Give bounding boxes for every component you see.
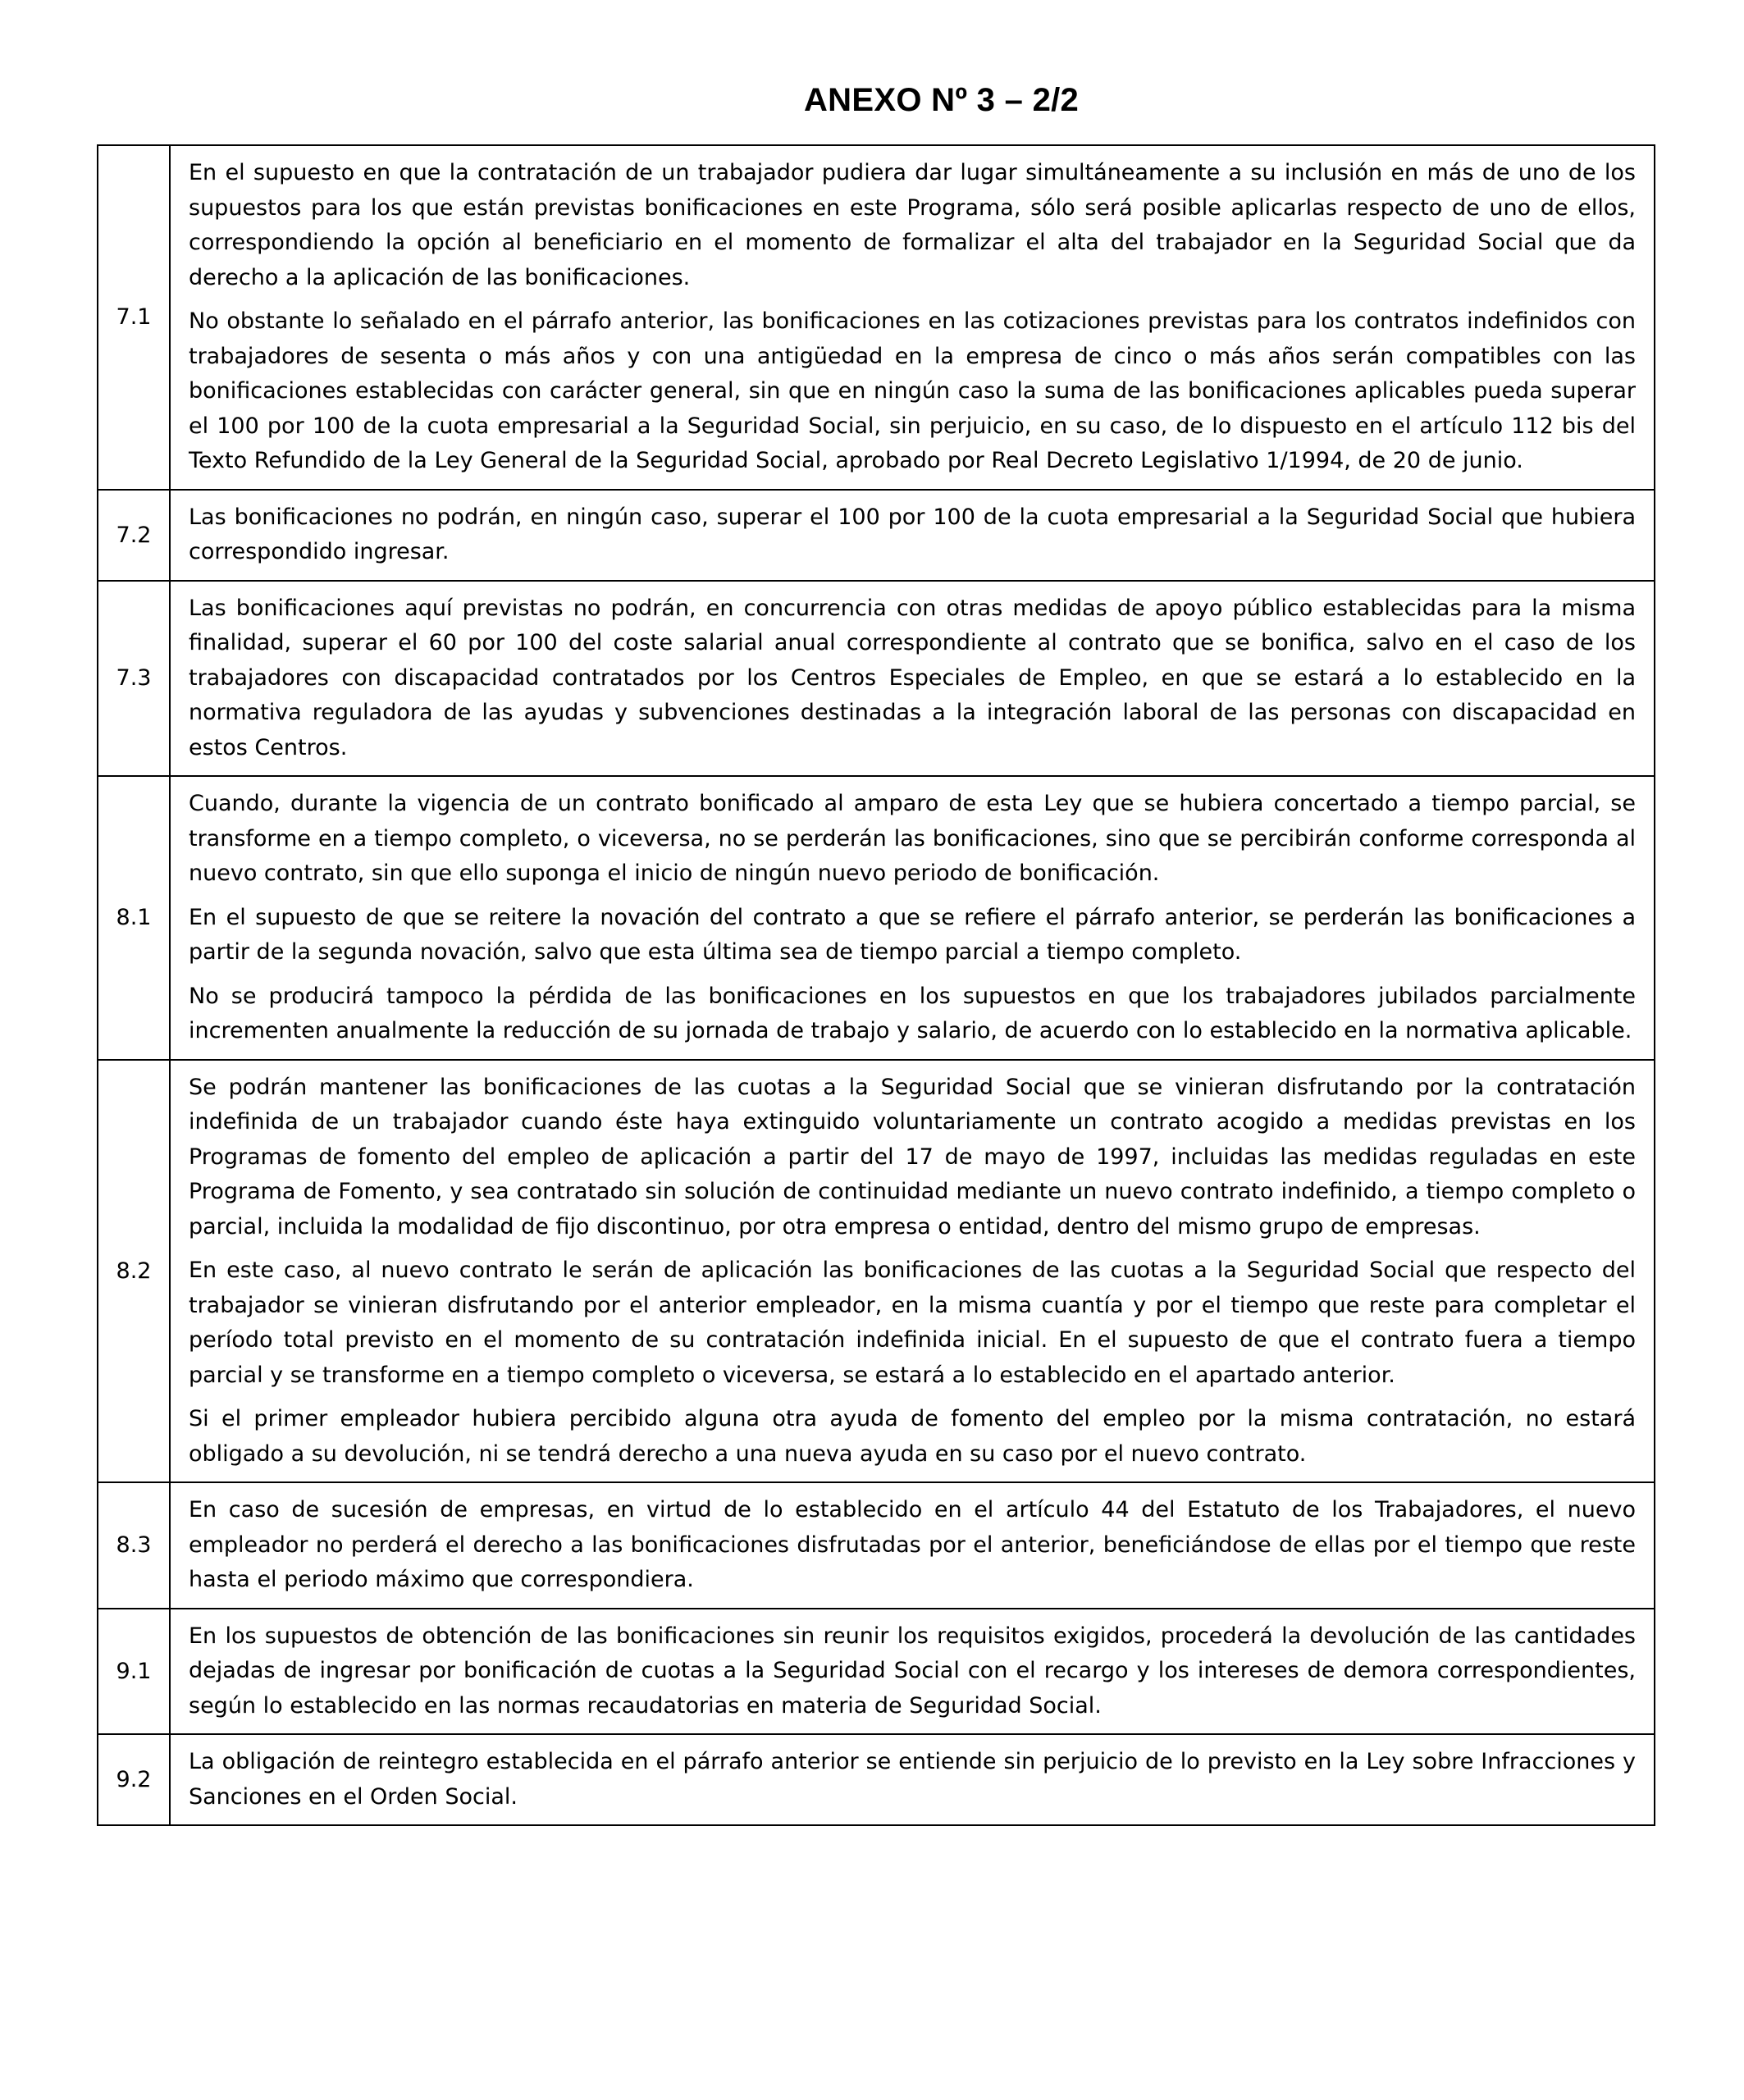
row-text [170, 1482, 1655, 1609]
paragraph: Si el primer empleador hubiera percibido alguna otra ayuda de fomento del empleo por la misma contratación, no estará obligado a su devolución, ni se tendrá derecho a una nueva ayuda en su caso por el nuevo contrato. [189, 1406, 1636, 1467]
paragraph: En este caso, al nuevo contrato le serán de aplicación las bonificaciones de las cuotas a la Seguridad Social que respecto del trabajador se vinieran disfrutando por el anterior empleador, en la misma cuantía y por el tiempo que reste para completar el período total previsto en el momento de su contratación indefinida inicial. En el supuesto de que el contrato fuera a tiempo parcial y se transforme en a tiempo completo o viceversa, se estará a lo establecido en el apartado anterior. [189, 1258, 1636, 1388]
row-text [170, 1609, 1655, 1735]
row-number: 7.3 [98, 581, 170, 777]
table-row [98, 1734, 1655, 1825]
row-text [170, 1060, 1655, 1483]
table-row [98, 581, 1655, 777]
paragraph: Se podrán mantener las bonificaciones de las cuotas a la Seguridad Social que se vinieran disfrutando por la contratación indefinida de un trabajador cuando éste haya extinguido voluntariamente un contrato acogido a medidas previstas en los Programas de fomento del empleo de aplicación a partir del 17 de mayo de 1997, incluidas las medidas reguladas en este Programa de Fomento, y sea contratado sin solución de continuidad mediante un nuevo contrato indefinido, a tiempo completo o parcial, incluida la modalidad de fijo discontinuo, por otra empresa o entidad, dentro del mismo grupo de empresas. [189, 1074, 1636, 1239]
row-number: 8.2 [98, 1060, 170, 1483]
table-row [98, 1060, 1655, 1483]
paragraph: Cuando, durante la vigencia de un contrato bonificado al amparo de esta Ley que se hubiera concertado a tiempo parcial, se transforme en a tiempo completo, o viceversa, no se perderán las bonificaciones, sino que se percibirán conforme corresponda al nuevo contrato, sin que ello suponga el inicio de ningún nuevo periodo de bonificación. [189, 791, 1636, 886]
row-text [170, 581, 1655, 777]
paragraph: Las bonificaciones aquí previstas no podrán, en concurrencia con otras medidas de apoyo público establecidas para la misma finalidad, superar el 60 por 100 del coste salarial anual correspondiente al contrato que se bonifica, salvo en el caso de los trabajadores con discapacidad contratados por los Centros Especiales de Empleo, en que se estará a lo establecido en la normativa reguladora de las ayudas y subvenciones destinadas a la integración laboral de las personas con discapacidad en estos Centros. [189, 595, 1636, 760]
row-text [170, 1734, 1655, 1825]
paragraph: La obligación de reintegro establecida en el párrafo anterior se entiende sin perjuicio de lo previsto en la Ley sobre Infracciones y Sanciones en el Orden Social. [189, 1749, 1636, 1810]
paragraph: En caso de sucesión de empresas, en virtud de lo establecido en el artículo 44 del Estatuto de los Trabajadores, el nuevo empleador no perderá el derecho a las bonificaciones disfrutadas por el anterior, beneficiándose de ellas por el tiempo que reste hasta el periodo máximo que correspondiera. [189, 1497, 1636, 1592]
row-number: 8.3 [98, 1482, 170, 1609]
row-number: 9.2 [98, 1734, 170, 1825]
paragraph: No se producirá tampoco la pérdida de las bonificaciones en los supuestos en que los trabajadores jubilados parcialmente incrementen anualmente la reducción de su jornada de trabajo y salario, de acuerdo con lo establecido en la normativa aplicable. [189, 983, 1636, 1043]
row-number: 7.2 [98, 490, 170, 581]
row-text [170, 490, 1655, 581]
paragraph: En el supuesto de que se reitere la novación del contrato a que se refiere el párrafo anterior, se perderán las bonificaciones a partir de la segunda novación, salvo que esta última sea de tiempo parcial a tiempo completo. [189, 904, 1636, 965]
paragraph: Las bonificaciones no podrán, en ningún caso, superar el 100 por 100 de la cuota empresarial a la Seguridad Social que hubiera correspondido ingresar. [189, 504, 1636, 564]
row-number: 9.1 [98, 1609, 170, 1735]
paragraph: En el supuesto en que la contratación de un trabajador pudiera dar lugar simultáneamente a su inclusión en más de uno de los supuestos para los que están previstas bonificaciones en este Programa, sólo será posible aplicarlas respecto de uno de ellos, correspondiendo la opción al beneficiario en el momento de formalizar el alta del trabajador en la Seguridad Social que da derecho a la aplicación de las bonificaciones. [189, 160, 1636, 290]
row-text [170, 776, 1655, 1060]
table-row [98, 776, 1655, 1060]
paragraph: No obstante lo señalado en el párrafo anterior, las bonificaciones en las cotizaciones previstas para los contratos indefinidos con trabajadores de sesenta o más años y con una antigüedad en la empresa de cinco o más años serán compatibles con las bonificaciones establecidas con carácter general, sin que en ningún caso la suma de las bonificaciones aplicables pueda superar el 100 por 100 de la cuota empresarial a la Seguridad Social, sin perjuicio, en su caso, de lo dispuesto en el artículo 112 bis del Texto Refundido de la Ley General de la Seguridad Social, aprobado por Real Decreto Legislativo 1/1994, de 20 de junio. [189, 308, 1636, 473]
table-row [98, 1482, 1655, 1609]
row-text [170, 145, 1655, 490]
table-row [98, 490, 1655, 581]
page-title: ANEXO Nº 3 – 2/2 [804, 82, 1080, 118]
paragraph: En los supuestos de obtención de las bonificaciones sin reunir los requisitos exigidos, procederá la devolución de las cantidades dejadas de ingresar por bonificación de cuotas a la Seguridad Social con el recargo y los intereses de demora correspondientes, según lo establecido en las normas recaudatorias en materia de Seguridad Social. [189, 1623, 1636, 1719]
table-row [98, 145, 1655, 490]
row-number: 8.1 [98, 776, 170, 1060]
annex-table [97, 144, 1655, 1826]
table-row [98, 1609, 1655, 1735]
row-number: 7.1 [98, 145, 170, 490]
